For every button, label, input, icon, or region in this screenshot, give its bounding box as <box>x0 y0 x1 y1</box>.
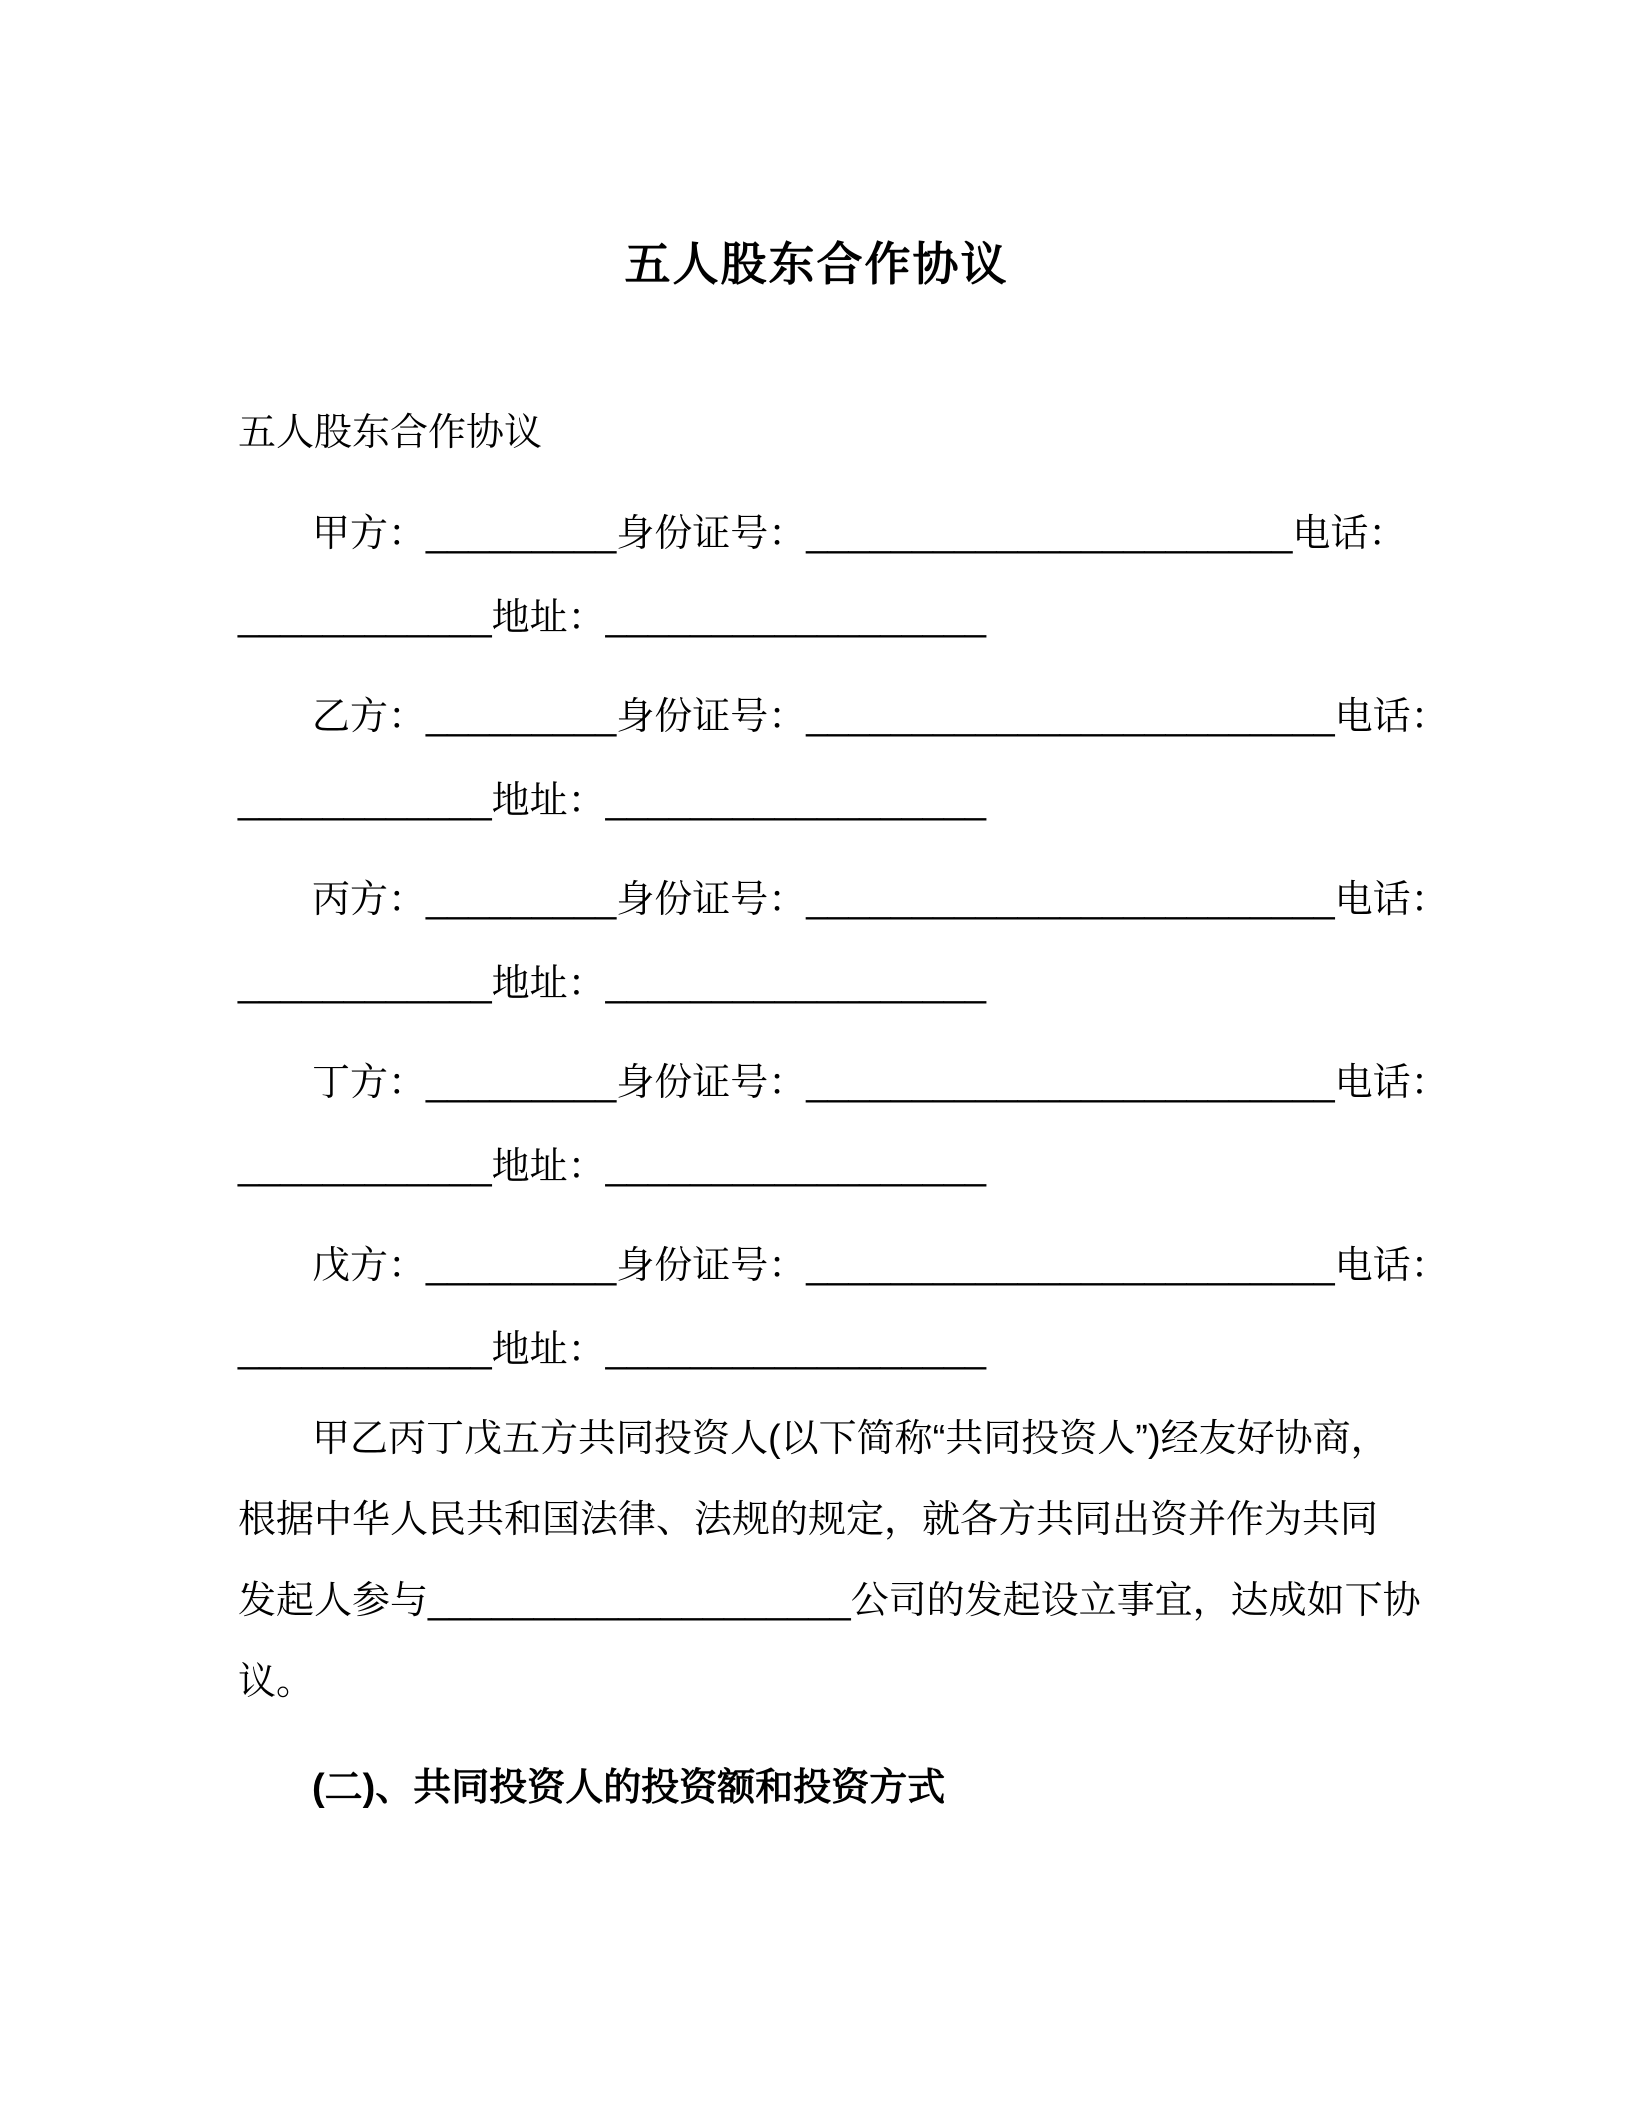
phone-blank: ____________ <box>238 963 492 1005</box>
id-blank: _________________________ <box>806 1245 1335 1287</box>
party-main-line <box>238 1041 1449 1125</box>
phone-label: 电话： <box>1334 1062 1449 1104</box>
address-label: 地址： <box>491 597 606 639</box>
party-block-bing <box>238 858 1449 1026</box>
phone-blank: ____________ <box>238 1329 492 1371</box>
id-blank: _________________________ <box>806 879 1335 921</box>
id-blank: _________________________ <box>806 696 1335 738</box>
paragraph-line-1: 甲乙丙丁戊五方共同投资人(以下简称“共同投资人”)经友好协商， <box>312 1418 1389 1460</box>
party-name-blank: _________ <box>426 696 617 738</box>
party-block-ding <box>238 1041 1449 1209</box>
party-name-blank: _________ <box>426 1062 617 1104</box>
party-address-line <box>238 942 1395 1026</box>
id-blank: _________________________ <box>806 1062 1335 1104</box>
id-blank: _______________________ <box>806 513 1293 555</box>
id-label: 身份证号： <box>616 513 807 555</box>
intro-paragraph <box>238 1399 1421 1723</box>
phone-label: 电话： <box>1292 513 1407 555</box>
document-subtitle: 五人股东合作协议 <box>238 412 543 454</box>
id-label: 身份证号： <box>616 879 807 921</box>
document-title: 五人股东合作协议 <box>624 238 1009 290</box>
party-list <box>238 492 1449 1392</box>
address-blank: __________________ <box>605 963 987 1005</box>
party-label: 戊方： <box>312 1245 427 1287</box>
section-heading: (二)、共同投资人的投资额和投资方式 <box>312 1767 946 1809</box>
id-label: 身份证号： <box>616 1245 807 1287</box>
party-main-line <box>238 1224 1449 1308</box>
party-name-blank: _________ <box>426 513 617 555</box>
address-blank: __________________ <box>605 1329 987 1371</box>
party-label: 乙方： <box>312 696 427 738</box>
paragraph-line-3: 发起人参与____________________公司的发起设立事宜，达成如下协 <box>238 1580 1421 1622</box>
paragraph-line-4: 议。 <box>238 1661 315 1703</box>
party-label: 丙方： <box>312 879 427 921</box>
party-name-blank: _________ <box>426 879 617 921</box>
address-blank: __________________ <box>605 1146 987 1188</box>
phone-blank: ____________ <box>238 780 492 822</box>
address-blank: __________________ <box>605 597 987 639</box>
party-address-line <box>238 1125 1395 1209</box>
address-label: 地址： <box>491 1146 606 1188</box>
party-main-line <box>238 858 1449 942</box>
party-label: 丁方： <box>312 1062 427 1104</box>
paragraph-line-2: 根据中华人民共和国法律、法规的规定，就各方共同出资并作为共同 <box>238 1499 1379 1541</box>
party-name-blank: _________ <box>426 1245 617 1287</box>
party-block-yi <box>238 675 1449 843</box>
party-address-line <box>238 759 1395 843</box>
phone-label: 电话： <box>1334 1245 1449 1287</box>
id-label: 身份证号： <box>616 1062 807 1104</box>
party-block-jia <box>238 492 1407 660</box>
party-address-line <box>238 576 1395 660</box>
address-label: 地址： <box>491 780 606 822</box>
phone-blank: ____________ <box>238 1146 492 1188</box>
phone-blank: ____________ <box>238 597 492 639</box>
address-blank: __________________ <box>605 780 987 822</box>
phone-label: 电话： <box>1334 696 1449 738</box>
party-main-line <box>238 675 1449 759</box>
party-address-line <box>238 1308 1395 1392</box>
address-label: 地址： <box>491 963 606 1005</box>
party-block-wu <box>238 1224 1449 1392</box>
party-main-line <box>238 492 1407 576</box>
address-label: 地址： <box>491 1329 606 1371</box>
party-label: 甲方： <box>312 513 427 555</box>
id-label: 身份证号： <box>616 696 807 738</box>
phone-label: 电话： <box>1334 879 1449 921</box>
